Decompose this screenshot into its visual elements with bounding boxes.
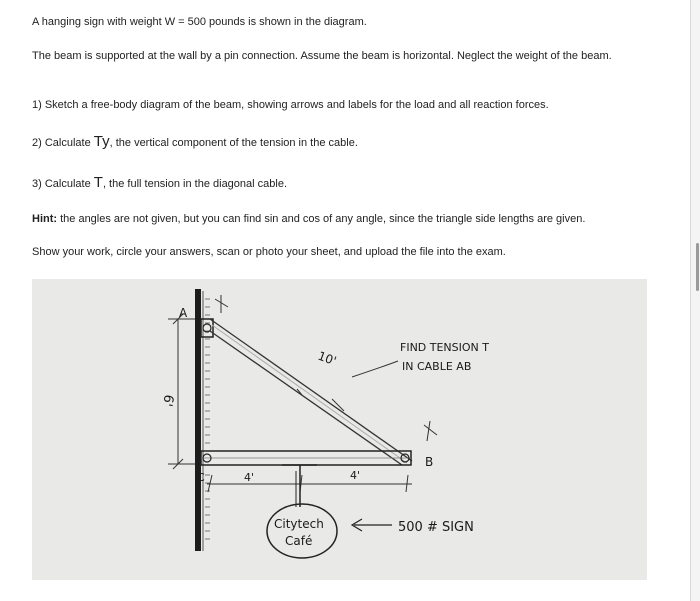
scrollbar[interactable] — [691, 0, 700, 601]
part-3-variable: T — [93, 174, 103, 191]
weight-label: 500 # SIGN — [398, 520, 474, 535]
question-hint — [32, 211, 652, 227]
scrollbar-thumb[interactable] — [696, 243, 699, 291]
part-2-suffix: , the vertical component of the tension in the cable. — [109, 137, 358, 149]
sign-text-line-1: Citytech — [274, 517, 324, 531]
label-a: A — [179, 306, 188, 320]
question-setup: The beam is supported at the wall by a pin connection. Assume the beam is horizontal. Neglect the weight of the beam. — [32, 50, 612, 62]
hint-label: Hint: — [32, 213, 58, 225]
part-2-prefix: 2) Calculate — [32, 137, 94, 149]
sign-diagram — [32, 279, 647, 580]
left-span-label: 4' — [244, 471, 255, 484]
sign-text-line-2: Café — [285, 534, 313, 548]
sign-diagram-photo — [32, 279, 647, 580]
question-part-2 — [32, 134, 652, 151]
height-label: 6' — [159, 393, 176, 408]
hint-text: the angles are not given, but you can find sin and cos of any angle, since the triangle side lengths are given. — [57, 213, 586, 225]
part-2-variable: Ty — [93, 133, 110, 150]
cable-ab — [210, 319, 412, 461]
wall — [195, 289, 201, 551]
label-c: C — [197, 471, 205, 484]
part-3-suffix: , the full tension in the diagonal cable. — [102, 178, 288, 190]
note-line-1: FIND TENSION T — [400, 341, 489, 354]
label-b: B — [425, 455, 434, 469]
cable-length-label: 10' — [315, 348, 339, 369]
question-part-1: 1) Sketch a free-body diagram of the beam, showing arrows and labels for the load and all reaction forces. — [32, 99, 549, 111]
right-span-label: 4' — [350, 469, 361, 482]
wall-hatching — [205, 299, 210, 539]
sign-circle — [267, 504, 337, 558]
question-instructions: Show your work, circle your answers, scan or photo your sheet, and upload the file into the exam. — [32, 246, 506, 258]
question-intro: A hanging sign with weight W = 500 pounds is shown in the diagram. — [32, 16, 367, 28]
note-line-2: IN CABLE AB — [402, 360, 472, 373]
question-part-3 — [32, 175, 652, 192]
part-3-prefix: 3) Calculate — [32, 178, 94, 190]
